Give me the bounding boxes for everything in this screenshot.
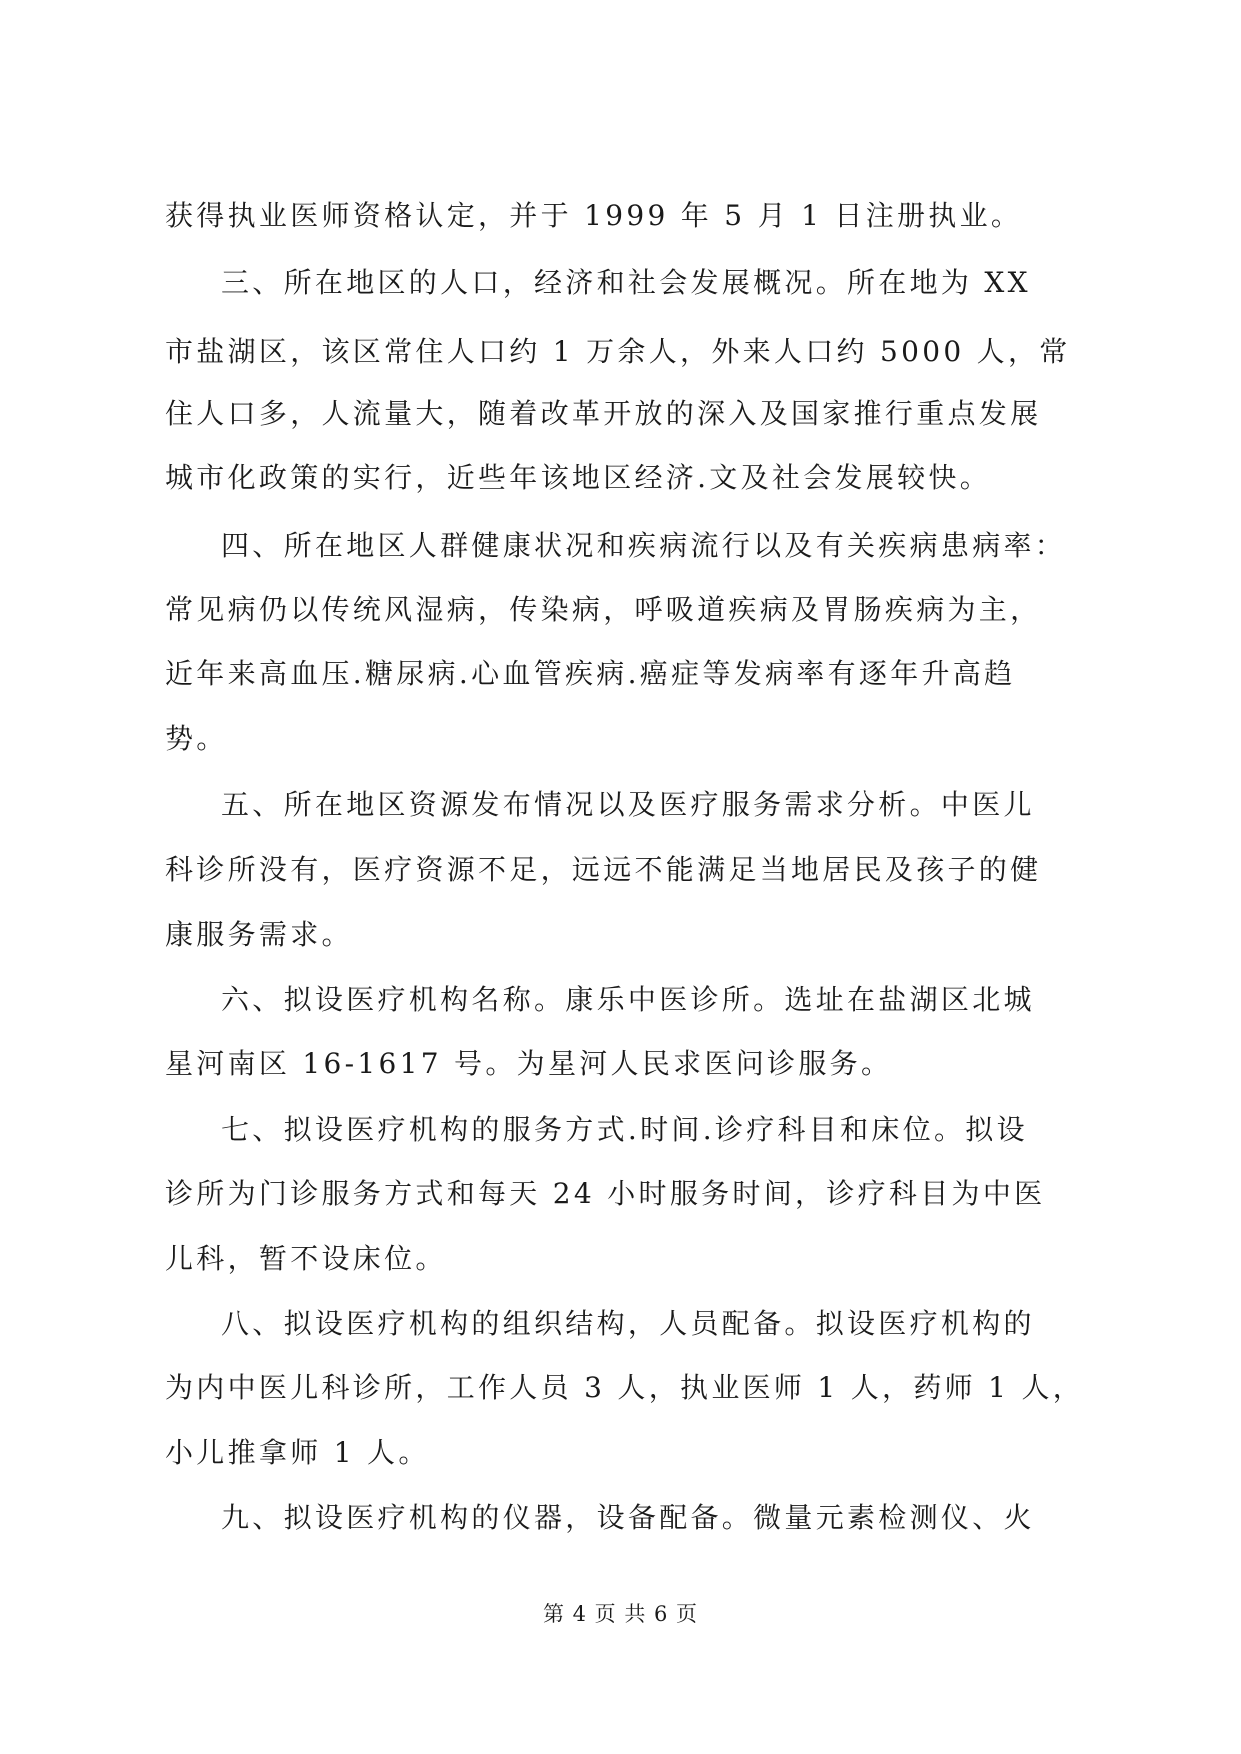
- text-line: 常见病仍以传统风湿病，传染病，呼吸道疾病及胃肠疾病为主，: [165, 593, 1042, 626]
- text-line: 诊所为门诊服务方式和每天 24 小时服务时间，诊疗科目为中医: [165, 1177, 1046, 1210]
- text-line: 五、所在地区资源发布情况以及医疗服务需求分析。中医儿: [221, 788, 1035, 821]
- text-line: 星河南区 16-1617 号。为星河人民求医问诊服务。: [165, 1047, 893, 1080]
- text-line: 获得执业医师资格认定，并于 1999 年 5 月 1 日注册执业。: [165, 199, 1023, 232]
- text-line: 儿科，暂不设床位。: [165, 1242, 447, 1275]
- text-line: 科诊所没有，医疗资源不足，远远不能满足当地居民及孩子的健: [165, 853, 1042, 886]
- text-line: 势。: [165, 722, 228, 755]
- text-line: 近年来高血压.糖尿病.心血管疾病.癌症等发病率有逐年升高趋: [165, 657, 1016, 690]
- text-line: 四、所在地区人群健康状况和疾病流行以及有关疾病患病率：: [221, 529, 1067, 562]
- text-line: 康服务需求。: [165, 918, 353, 951]
- page-footer: 第 4 页 共 6 页: [542, 1602, 699, 1626]
- text-line: 为内中医儿科诊所，工作人员 3 人，执业医师 1 人，药师 1 人，: [165, 1371, 1085, 1404]
- text-line: 市盐湖区，该区常住人口约 1 万余人，外来人口约 5000 人，常: [165, 335, 1071, 368]
- text-line: 三、所在地区的人口，经济和社会发展概况。所在地为 XX: [221, 266, 1031, 299]
- text-line: 城市化政策的实行，近些年该地区经济.文及社会发展较快。: [165, 461, 992, 494]
- text-line: 八、拟设医疗机构的组织结构，人员配备。拟设医疗机构的: [221, 1307, 1035, 1340]
- text-line: 七、拟设医疗机构的服务方式.时间.诊疗科目和床位。拟设: [221, 1113, 1028, 1146]
- text-line: 住人口多，人流量大，随着改革开放的深入及国家推行重点发展: [165, 397, 1042, 430]
- text-line: 九、拟设医疗机构的仪器，设备配备。微量元素检测仪、火: [221, 1501, 1035, 1534]
- text-line: 小儿推拿师 1 人。: [165, 1436, 430, 1469]
- text-line: 六、拟设医疗机构名称。康乐中医诊所。选址在盐湖区北城: [221, 983, 1035, 1016]
